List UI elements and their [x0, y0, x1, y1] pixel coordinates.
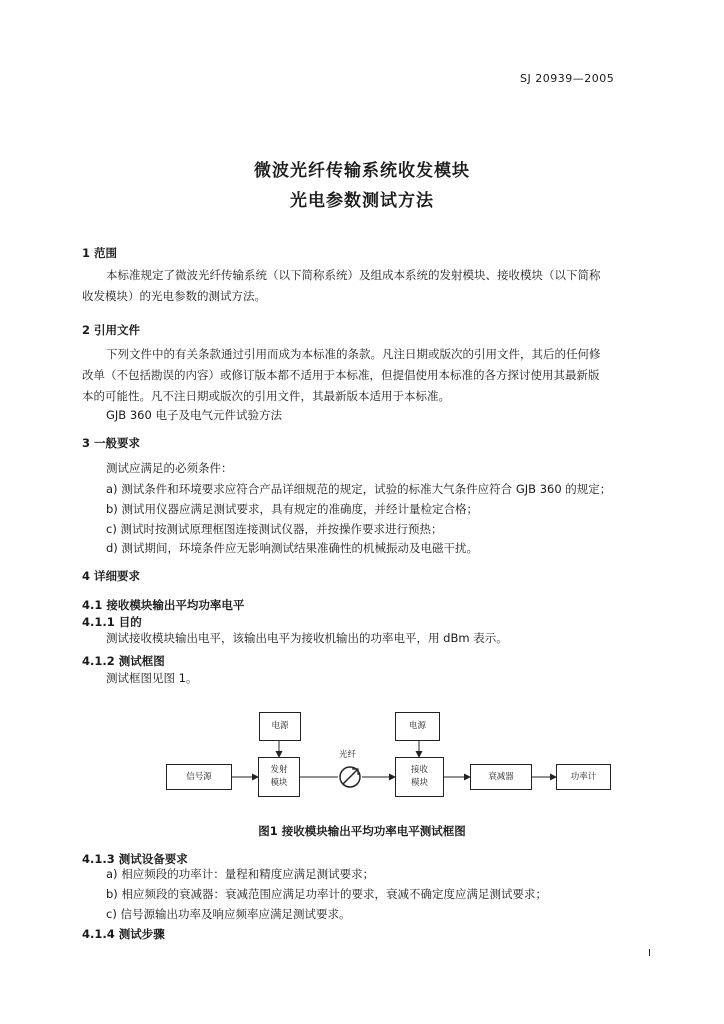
- section-2-text-line2: 改单（不包括勘误的内容）或修订版本都不适用于本标准，但提倡使用本标准的各方探讨使用其最新版: [82, 368, 600, 382]
- subsection-4-1-1: 4.1.1 目的: [82, 615, 142, 629]
- list-item: a) 测试条件和环境要求应符合产品详细规范的规定，试验的标准大气条件应符合 GJB 360 的规定；: [106, 482, 612, 496]
- figure-caption: 图1 接收模块输出平均功率电平测试框图: [258, 824, 466, 838]
- subsection-4-1: 4.1 接收模块输出平均功率电平: [82, 598, 245, 612]
- attenuator-box: 衰减器: [470, 764, 532, 790]
- subsection-4-1-4: 4.1.4 测试步骤: [82, 927, 165, 941]
- list-item: b) 相应频段的衰减器：衰减范围应满足功率计的要求，衰减不确定度应满足测试要求；: [106, 887, 547, 901]
- list-item: a) 相应频段的功率计：量程和精度应满足测试要求；: [106, 867, 375, 881]
- list-item: d) 测试期间，环境条件应无影响测试结果准确性的机械振动及电磁干扰。: [106, 541, 478, 555]
- subsection-4-1-1-text: 测试接收模块输出电平，该输出电平为接收机输出的功率电平，用 dBm 表示。: [106, 631, 508, 645]
- page-mark: I: [648, 948, 651, 959]
- section-heading-4: 4 详细要求: [82, 569, 141, 583]
- section-heading-1: 1 范围: [82, 246, 118, 260]
- fiber-label: 光纤: [339, 750, 357, 760]
- transmit-module-box: 发射 模块: [258, 757, 300, 797]
- subsection-4-1-3: 4.1.3 测试设备要求: [82, 852, 188, 866]
- section-3-intro: 测试应满足的必须条件：: [106, 461, 233, 475]
- subsection-4-1-2: 4.1.2 测试框图: [82, 654, 165, 668]
- list-item: b) 测试用仪器应满足测试要求，具有规定的准确度，并经计量检定合格；: [106, 502, 478, 516]
- doc-title-line2: 光电参数测试方法: [290, 191, 434, 211]
- section-heading-2: 2 引用文件: [82, 323, 141, 337]
- section-1-text-line2: 收发模块）的光电参数的测试方法。: [82, 289, 266, 303]
- list-item: c) 信号源输出功率及响应频率应满足测试要求。: [106, 907, 351, 921]
- reference-gjb360: GJB 360 电子及电气元件试验方法: [106, 408, 282, 422]
- std-number: SJ 20939—2005: [520, 72, 615, 85]
- list-item: c) 测试时按测试原理框图连接测试仪器，并按操作要求进行预热；: [106, 522, 443, 536]
- subsection-4-1-2-text: 测试框图见图 1。: [106, 671, 198, 685]
- section-2-text-line1: 下列文件中的有关条款通过引用而成为本标准的条款。凡注日期或版次的引用文件，其后的任何修: [106, 347, 601, 361]
- signal-source-box: 信号源: [166, 764, 232, 790]
- power-meter-box: 功率计: [556, 764, 611, 790]
- receive-module-box: 接收 模块: [395, 757, 444, 797]
- section-1-text-line1: 本标准规定了微波光纤传输系统（以下简称系统）及组成本系统的发射模块、接收模块（以下简称: [106, 268, 601, 282]
- section-heading-3: 3 一般要求: [82, 436, 141, 450]
- section-2-text-line3: 本的可能性。凡不注日期或版次的引用文件，其最新版本适用于本标准。: [82, 389, 450, 403]
- power-supply-box-1: 电源: [259, 712, 301, 741]
- power-supply-box-2: 电源: [395, 712, 440, 741]
- doc-title-line1: 微波光纤传输系统收发模块: [254, 161, 470, 181]
